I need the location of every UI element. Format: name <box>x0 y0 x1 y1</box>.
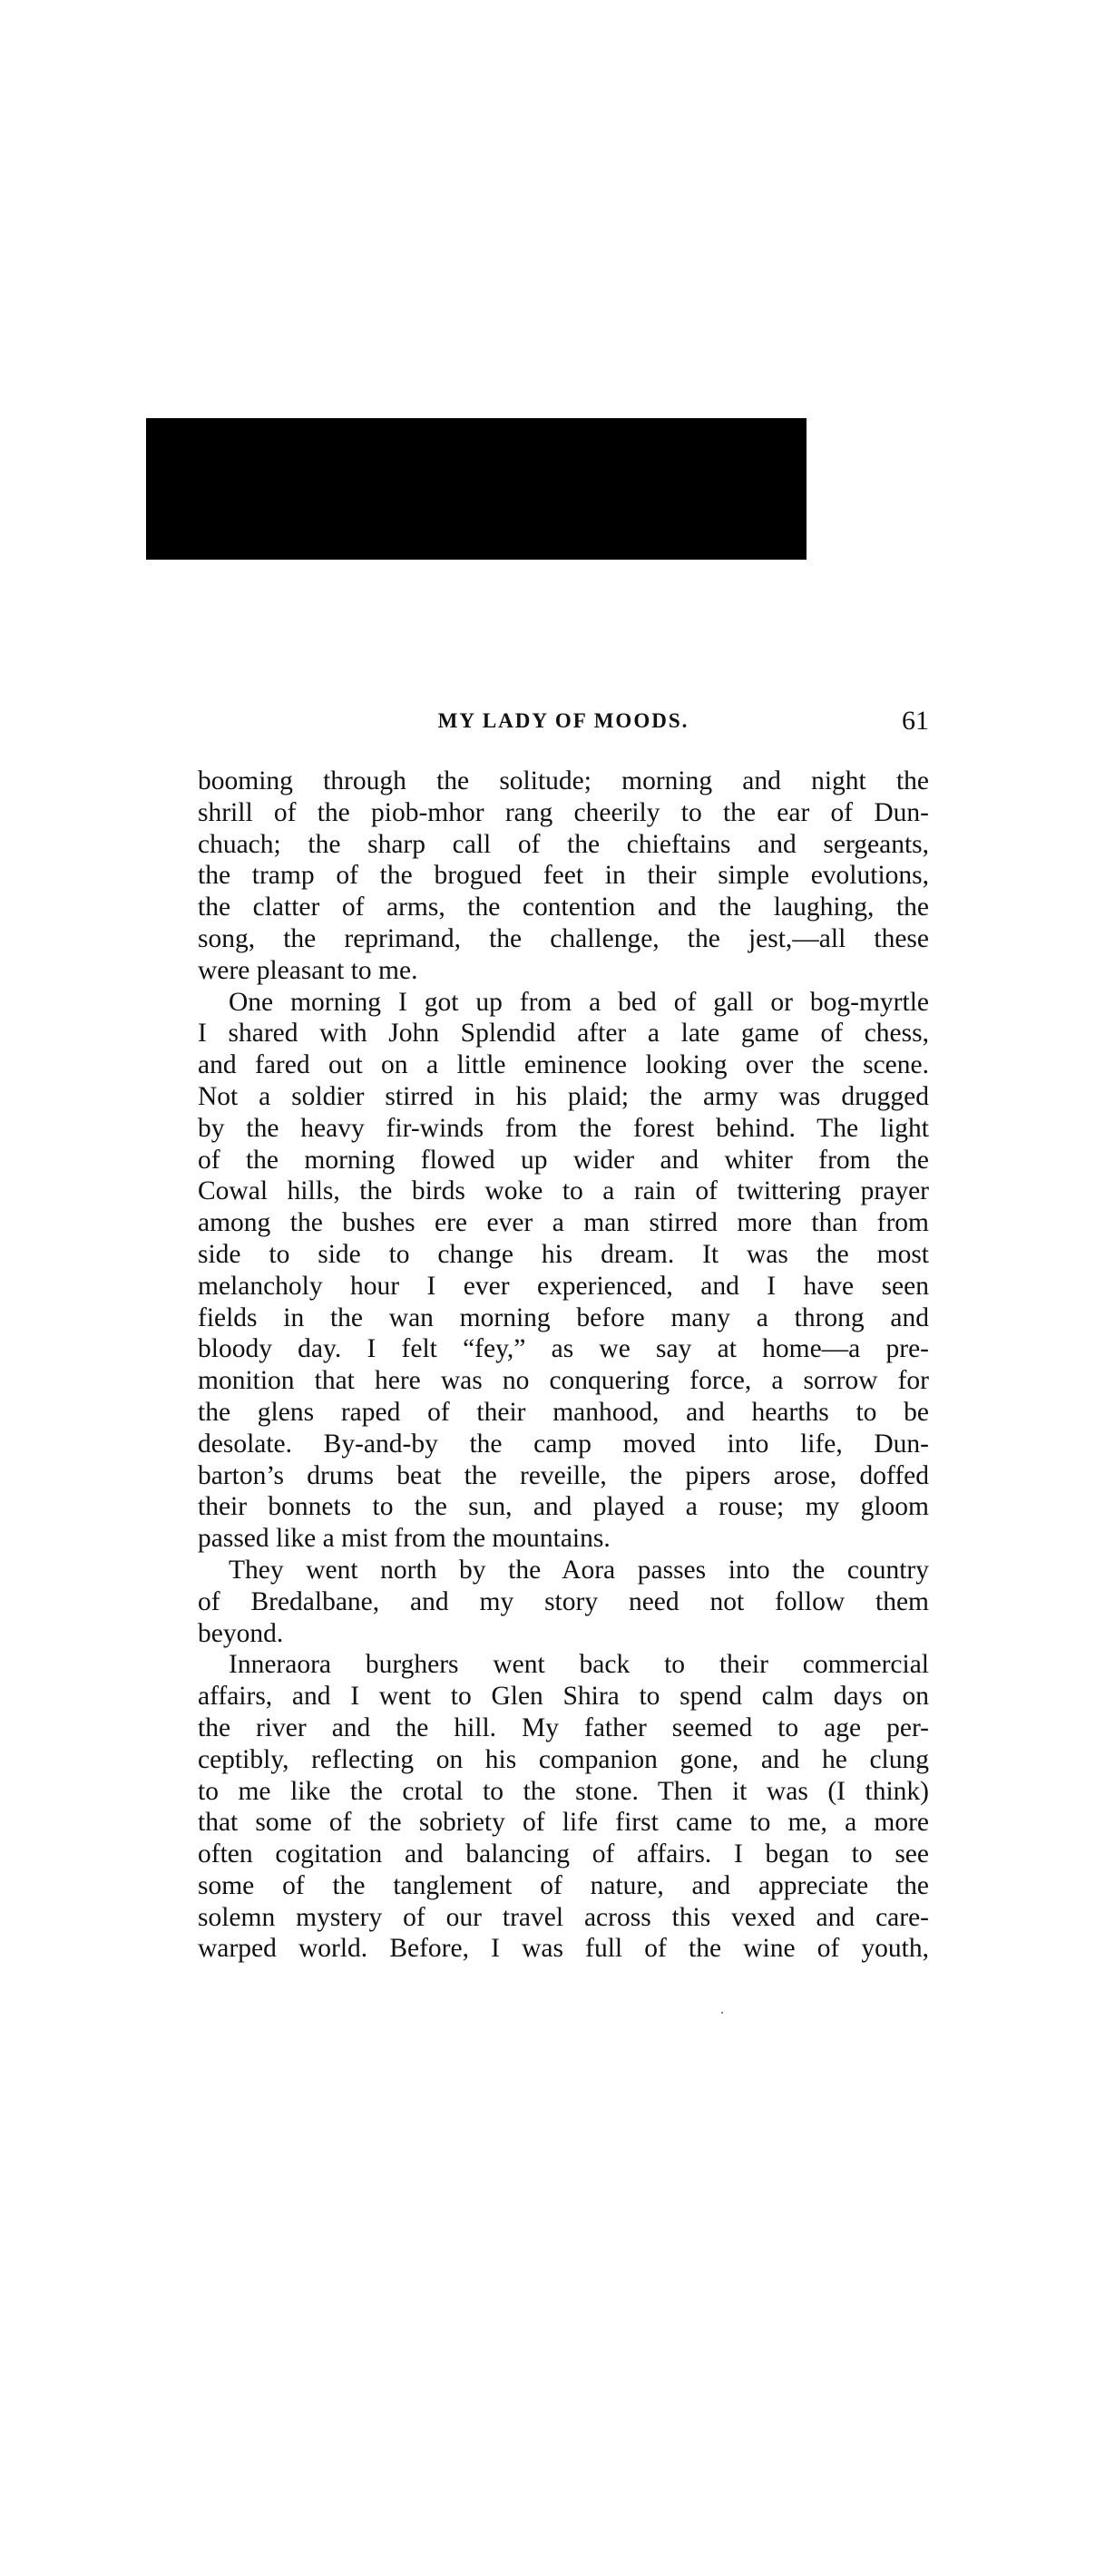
text-line: warped world. Before, I was full of the wine of youth, <box>198 1934 929 1964</box>
text-line: ceptibly, reflecting on his companion gone, and he clung <box>198 1744 929 1774</box>
text-line: that some of the sobriety of life first came to me, a more <box>198 1808 929 1838</box>
text-line: booming through the solitude; morning and night the <box>198 766 929 795</box>
text-line: barton’s drums beat the reveille, the pipers arose, doffed <box>198 1460 929 1490</box>
text-line: bloody day. I felt “fey,” as we say at home—a pre- <box>198 1334 929 1364</box>
text-line: beyond. <box>198 1618 284 1648</box>
text-line: solemn mystery of our travel across this vexed and care- <box>198 1902 929 1932</box>
text-line: of the morning flowed up wider and whiter from the <box>198 1145 929 1175</box>
text-line: song, the reprimand, the challenge, the jest,—all these <box>198 923 929 953</box>
text-line: I shared with John Splendid after a late game of chess, <box>198 1019 929 1049</box>
text-line: desolate. By-and-by the camp moved into life, Dun- <box>198 1429 929 1459</box>
text-line: fields in the wan morning before many a throng and <box>198 1303 929 1332</box>
text-line: affairs, and I went to Glen Shira to spend calm days on <box>198 1682 929 1712</box>
ink-speck <box>721 2012 723 2014</box>
text-line: They went north by the Aora passes into the country <box>229 1555 929 1585</box>
text-line: passed like a mist from the mountains. <box>198 1524 611 1554</box>
text-line: the river and the hill. My father seemed to age per- <box>198 1712 929 1742</box>
text-line: monition that here was no conquering force, a sorrow for <box>198 1366 929 1396</box>
text-line: among the bushes ere ever a man stirred more than from <box>198 1208 929 1238</box>
text-line: shrill of the piob-mhor rang cheerily to the ear of Dun- <box>198 797 929 827</box>
text-line: melancholy hour I ever experienced, and I have seen <box>198 1271 929 1301</box>
text-line: the glens raped of their manhood, and hearths to be <box>198 1397 929 1427</box>
text-line: side to side to change his dream. It was the most <box>198 1239 929 1269</box>
page-number: 61 <box>902 706 929 736</box>
text-line: Cowal hills, the birds woke to a rain of twittering prayer <box>198 1176 929 1206</box>
running-title: MY LADY OF MOODS. <box>437 709 689 732</box>
text-line: Not a soldier stirred in his plaid; the army was drugged <box>198 1081 929 1111</box>
text-line: some of the tanglement of nature, and appreciate the <box>198 1870 929 1900</box>
running-head <box>198 706 929 746</box>
text-line: often cogitation and balancing of affairs. I began to see <box>198 1839 929 1869</box>
body-text <box>198 766 929 1965</box>
text-line: were pleasant to me. <box>198 955 418 985</box>
redaction-block <box>146 418 807 560</box>
text-line: the tramp of the brogued feet in their simple evolutions, <box>198 861 929 891</box>
text-line: of Bredalbane, and my story need not follow them <box>198 1586 929 1616</box>
text-line: One morning I got up from a bed of gall or bog-myrtle <box>229 987 929 1017</box>
text-line: chuach; the sharp call of the chieftains and sergeants, <box>198 829 929 859</box>
text-line: to me like the crotal to the stone. Then it was (I think) <box>198 1776 929 1806</box>
text-line: and fared out on a little eminence looking over the scene. <box>198 1050 929 1080</box>
text-line: the clatter of arms, the contention and the laughing, the <box>198 893 929 922</box>
text-line: Inneraora burghers went back to their commercial <box>229 1650 929 1680</box>
text-line: by the heavy fir-winds from the forest behind. The light <box>198 1113 929 1143</box>
text-line: their bonnets to the sun, and played a rouse; my gloom <box>198 1492 929 1522</box>
